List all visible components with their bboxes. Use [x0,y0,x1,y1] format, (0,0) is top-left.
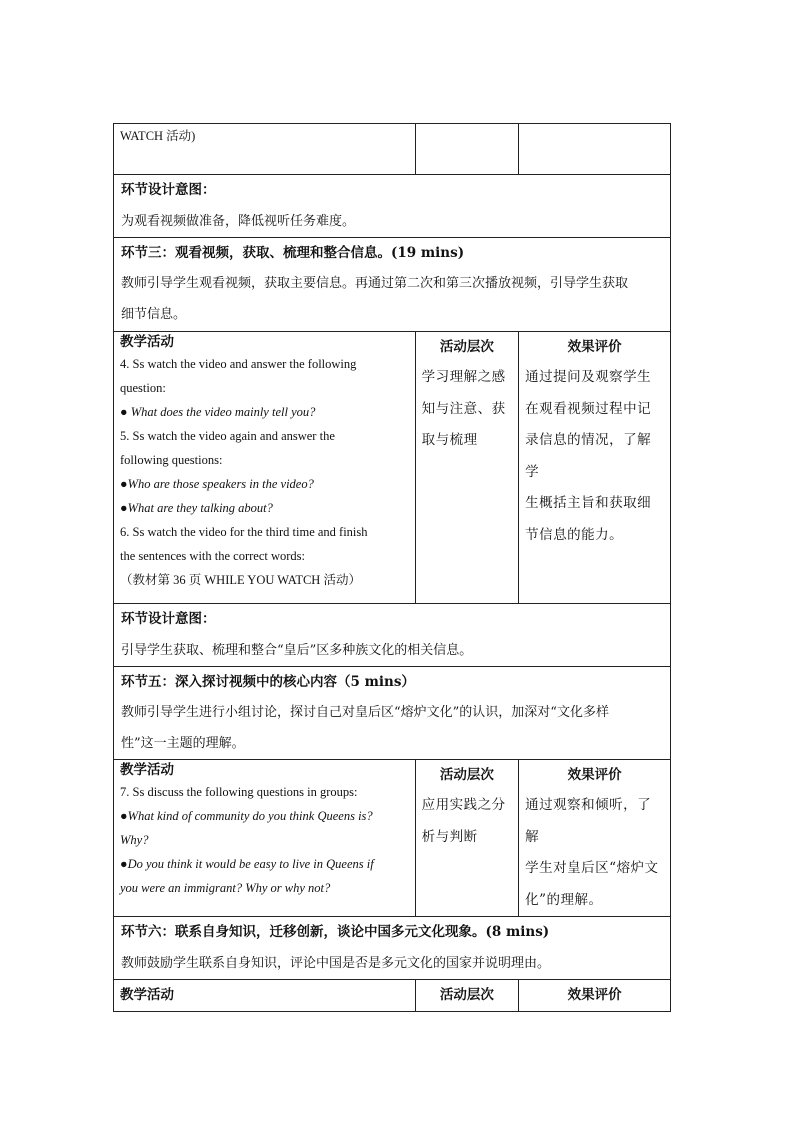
activity-line [120,400,409,424]
activity-level-header: 活动层次 [439,987,494,1003]
activity-level-line: 应用实践之分 [421,797,506,813]
activity-line [120,568,409,592]
bullet-icon: ● [120,809,128,823]
activity-line [120,828,409,852]
teaching-activity-cell [114,760,416,917]
activity-line-text: Who are those speakers in the video? [127,477,314,491]
design-intent-body: 引导学生获取、梳理和整合“皇后”区多种族文化的相关信息。 [121,643,473,658]
activity-level-line: 析与判断 [421,828,478,845]
activity-line [120,544,409,568]
activity-level-text [416,362,519,457]
activity-line [120,376,409,400]
activity-level-header: 活动层次 [439,767,494,783]
stage-three-heading: 环节三：观看视频，获取、梳理和整合信息。(19 mins) [121,245,465,261]
activity-line-text: What are they talking about? [127,501,273,515]
activity-line [120,852,409,876]
activity-level-line: 知与注意、获 [421,400,506,417]
effect-evaluation-header: 效果评价 [567,339,622,355]
activity-line [120,424,409,448]
table-row [114,917,671,980]
activity-level-header: 活动层次 [439,339,494,355]
activity-line [120,804,409,828]
activity-line [120,472,409,496]
teaching-activity-title: 教学活动 [120,762,174,778]
stage-three-body-line: 细节信息。 [121,307,187,322]
effect-evaluation-cell [519,980,671,1012]
lesson-plan-page [113,123,671,1012]
table-row [114,175,671,238]
design-intent-cell [114,604,671,667]
table-row [114,124,671,175]
effect-evaluation-header: 效果评价 [567,987,622,1003]
stage-five-body-line: 教师引导学生进行小组讨论，探讨自己对皇后区“熔炉文化”的认识，加深对“文化多样 [121,705,609,720]
activity-line [120,352,409,376]
effect-evaluation-line: 录信息的情况，了解学 [525,432,652,480]
activity-level-cell [415,980,519,1012]
bullet-icon: ● [120,477,128,491]
design-intent-heading: 环节设计意图： [121,611,216,627]
teaching-activity-cell [114,332,416,604]
table-row [114,332,671,604]
activity-line [120,876,409,900]
effect-evaluation-line: 在观看视频过程中记 [525,400,652,417]
stage-three-body-line: 教师引导学生观看视频，获取主要信息。再通过第二次和第三次播放视频，引导学生获取 [121,276,629,291]
stage-five-cell [114,667,671,760]
activity-line-text: question: [120,381,166,395]
eval-cell [519,124,671,175]
teaching-activity-list [114,780,415,900]
stage-five-heading: 环节五：深入探讨视频中的核心内容（5 mins） [121,674,415,690]
activity-level-text [416,790,519,853]
activity-line [120,496,409,520]
activity-line-text: 5. Ss watch the video again and answer the [120,429,335,443]
activity-line [120,448,409,472]
activity-line-text: Why? [120,833,149,847]
activity-line-text: （教材第 36 页 WHILE YOU WATCH 活动） [120,573,361,587]
activity-line-text: What does the video mainly tell you? [130,405,316,419]
level-cell [415,124,519,175]
activity-line-text: What kind of community do you think Queens is? [127,809,373,823]
activity-line-text: 6. Ss watch the video for the third time and finish [120,525,368,539]
stage-six-heading: 环节六：联系自身知识，迁移创新，谈论中国多元文化现象。(8 mins) [121,924,550,940]
teaching-activity-title: 教学活动 [120,987,174,1003]
activity-line-text: 4. Ss watch the video and answer the following [120,357,357,371]
activity-level-cell [415,760,519,917]
activity-level-line: 学习理解之感 [421,369,506,385]
activity-line-text: following questions: [120,453,223,467]
effect-evaluation-line: 通过观察和倾听，了解 [525,797,652,845]
effect-evaluation-line: 节信息的能力。 [525,526,624,543]
effect-evaluation-line: 学生对皇后区“熔炉文 [525,860,659,876]
teaching-activity-title: 教学活动 [120,334,174,350]
effect-evaluation-header: 效果评价 [567,767,622,783]
teaching-activity-list [114,352,415,592]
activity-line-text: Do you think it would be easy to live in Queens if [127,857,374,871]
activity-line-text: you were an immigrant? Why or why not? [120,881,331,895]
effect-evaluation-line: 生概括主旨和获取细 [525,495,652,511]
effect-evaluation-line: 通过提问及观察学生 [525,369,652,385]
bullet-icon: ● [120,857,128,871]
table-row [114,667,671,760]
watch-activity-text: WATCH 活动) [120,129,196,143]
effect-evaluation-cell [519,332,671,604]
effect-evaluation-cell [519,760,671,917]
activity-line-text: the sentences with the correct words: [120,549,306,563]
activity-line [120,520,409,544]
activity-level-line: 取与梳理 [421,432,478,448]
teaching-activity-cell [114,980,416,1012]
table-row [114,760,671,917]
bullet-icon: ● [120,405,131,419]
stage-six-body: 教师鼓励学生联系自身知识，评论中国是否是多元文化的国家并说明理由。 [121,956,551,971]
design-intent-body: 为观看视频做准备，降低视听任务难度。 [121,214,356,229]
bullet-icon: ● [120,501,128,515]
table-row [114,980,671,1012]
effect-evaluation-text [519,362,670,551]
lesson-plan-table [113,123,671,1012]
design-intent-heading: 环节设计意图： [121,182,216,198]
stage-six-cell [114,917,671,980]
effect-evaluation-line: 化”的理解。 [525,891,603,908]
design-intent-cell [114,175,671,238]
stage-three-cell [114,238,671,332]
activity-line-text: 7. Ss discuss the following questions in groups: [120,785,358,799]
table-row [114,238,671,332]
table-row [114,604,671,667]
activity-cell [114,124,416,175]
activity-line [120,780,409,804]
effect-evaluation-text [519,790,670,916]
activity-level-cell [415,332,519,604]
stage-five-body-line: 性”这一主题的理解。 [121,736,245,751]
